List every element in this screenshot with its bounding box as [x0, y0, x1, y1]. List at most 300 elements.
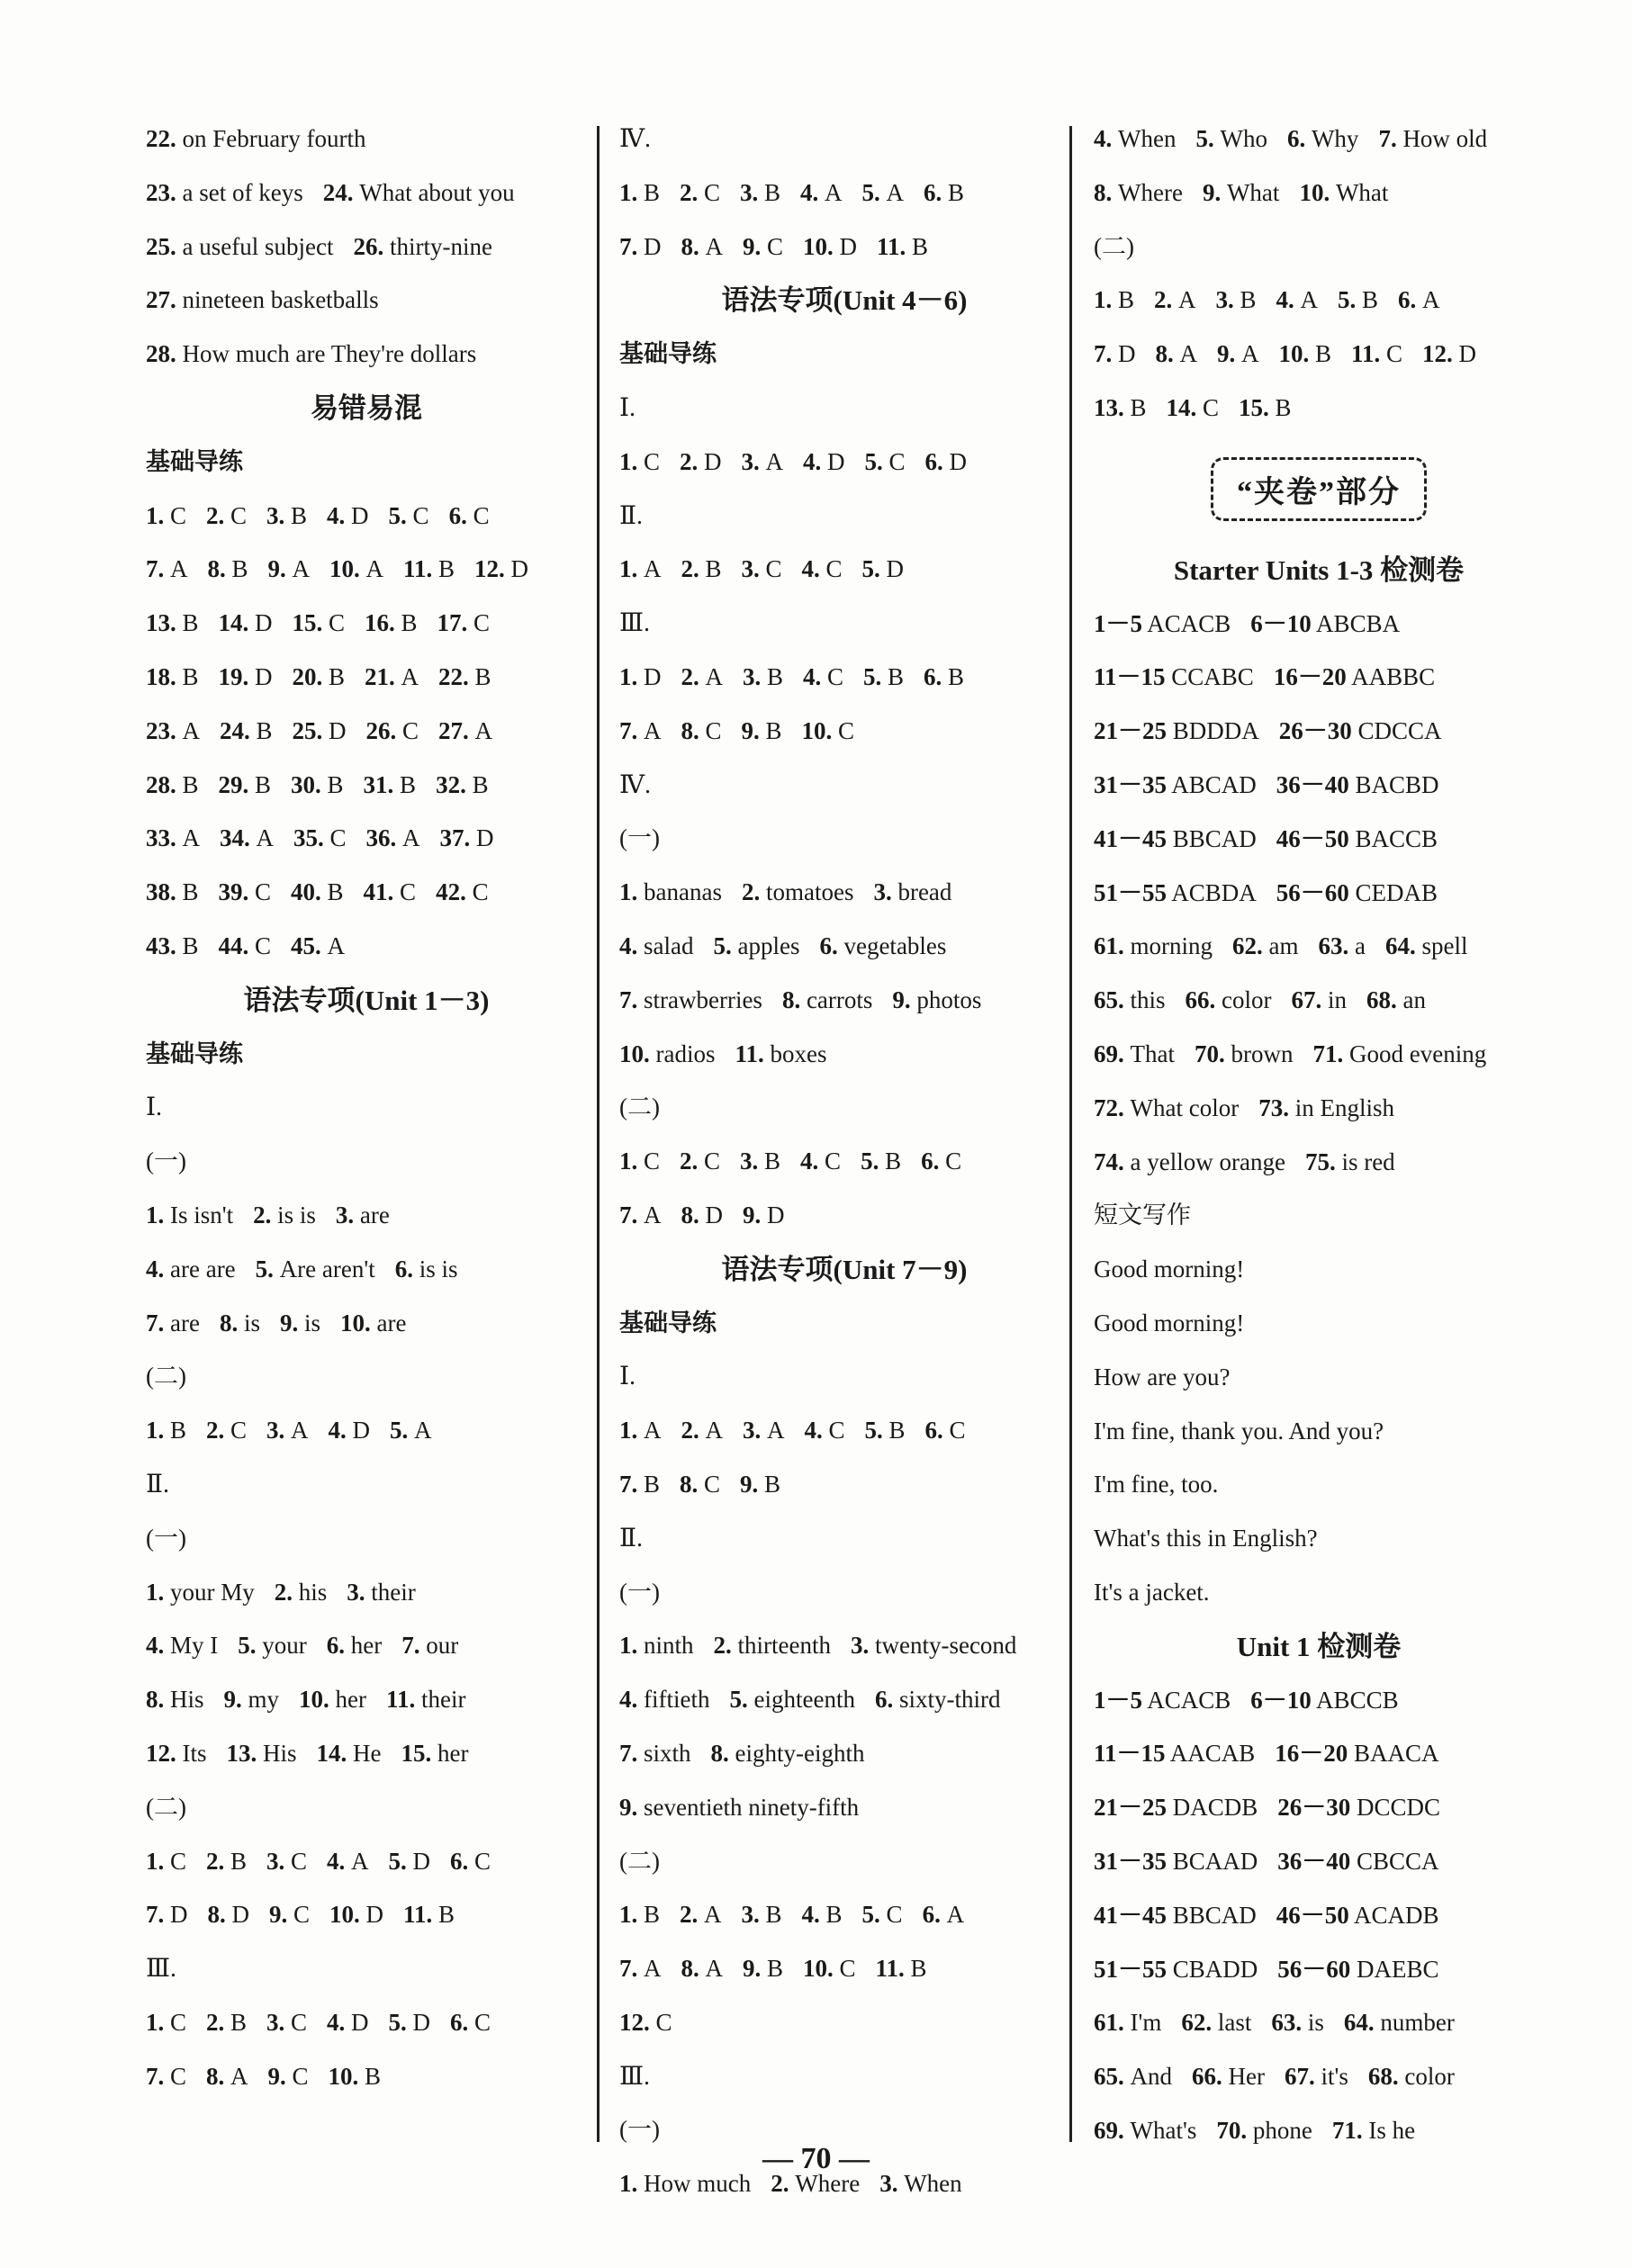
answer-item: 7. A: [619, 716, 662, 744]
answer-line: [146, 1996, 587, 2050]
answer-line: [619, 436, 1069, 490]
answer-item: 2. C: [206, 1417, 248, 1444]
answer-line: [146, 1619, 587, 1673]
answer-item: 9. photos: [892, 986, 982, 1013]
answer-item: 12. D: [1422, 340, 1477, 368]
answer-item: 4. D: [803, 447, 845, 475]
answer-line: [146, 920, 587, 974]
answer-item: How are you?: [1094, 1363, 1231, 1390]
answer-item: 1. B: [1094, 286, 1135, 314]
answer-line: [146, 866, 587, 920]
answer-item: 11. B: [875, 1955, 927, 1983]
answer-item: 72. What color: [1094, 1094, 1240, 1121]
answer-line: [619, 1996, 1069, 2050]
answer-line: [619, 1942, 1069, 1996]
answer-item: 8. His: [146, 1686, 204, 1714]
answer-item: 15. C: [292, 609, 346, 637]
answer-item: 1. C: [619, 447, 661, 475]
answer-item: 6. C: [448, 501, 490, 529]
answer-item: 9. B: [741, 716, 782, 744]
answer-item: 13. B: [146, 609, 199, 637]
answer-item: Good morning!: [1094, 1256, 1245, 1283]
answer-item: What's this in English?: [1094, 1525, 1318, 1552]
answer-item: 8. A: [681, 1955, 723, 1983]
answer-item: (一): [619, 824, 660, 852]
answer-item: 9. A: [1217, 340, 1259, 368]
answer-item: 33. A: [146, 824, 200, 852]
answer-item: 10. her: [299, 1686, 367, 1714]
answer-item: 31－35 ABCAD: [1094, 770, 1257, 798]
answer-item: 67. it's: [1284, 2063, 1348, 2091]
answer-line: [619, 1189, 1069, 1243]
answer-item: 2. D: [680, 447, 722, 475]
answer-item: 16－20 BAACA: [1275, 1740, 1439, 1768]
answer-item: 5. D: [861, 555, 905, 583]
answer-line: [619, 1727, 1069, 1781]
answer-item: 1. C: [619, 1148, 661, 1175]
answer-item: I'm fine, thank you. And you?: [1094, 1417, 1384, 1444]
answer-item: Ⅰ.: [619, 393, 636, 422]
answer-item: 2. A: [681, 662, 723, 690]
answer-line: [146, 328, 587, 382]
answer-item: (一): [146, 1524, 186, 1552]
answer-item: 1. C: [146, 2008, 187, 2036]
answer-line: [619, 1135, 1069, 1189]
answer-item: 40. B: [291, 878, 344, 906]
answer-item: 3. C: [266, 2008, 308, 2036]
answer-item: 9. C: [267, 2062, 309, 2090]
section-heading: [1094, 544, 1544, 598]
answer-item: 6－10 ABCCB: [1250, 1686, 1399, 1714]
answer-line: [146, 543, 587, 597]
answer-item: 45. A: [291, 932, 346, 959]
answer-line: [1094, 112, 1544, 166]
answer-column-3: [1094, 112, 1544, 2158]
answer-item: 6－10 ABCBA: [1250, 609, 1401, 637]
answer-item: (二): [1094, 232, 1134, 260]
answer-item: 11. their: [386, 1686, 466, 1714]
answer-item: 14. He: [316, 1739, 382, 1767]
answer-item: 7. our: [401, 1632, 459, 1660]
answer-line: [146, 705, 587, 759]
answer-item: It's a jacket.: [1094, 1578, 1210, 1606]
answer-item: 26. thirty-nine: [353, 232, 492, 260]
answer-line: [1094, 813, 1544, 867]
column-divider: [597, 126, 600, 2142]
answer-line: [146, 2050, 587, 2104]
answer-item: 73. in English: [1258, 1094, 1394, 1121]
answer-line: [1094, 274, 1544, 328]
answer-item: 69. What's: [1094, 2116, 1197, 2144]
answer-item: 1. B: [619, 1901, 661, 1929]
answer-item: 2. tomatoes: [741, 878, 854, 906]
answer-item: 43. B: [146, 932, 199, 959]
answer-line: [619, 974, 1069, 1028]
answer-item: 2. Where: [771, 2170, 861, 2198]
answer-item: 1. A: [619, 1417, 662, 1444]
answer-item: 34. A: [220, 824, 274, 852]
answer-item: 41－45 BBCAD: [1094, 1901, 1257, 1929]
answer-item: 4. D: [327, 2008, 369, 2036]
answer-item: 1. ninth: [619, 1632, 694, 1660]
answer-item: 39. C: [218, 878, 272, 906]
answer-item: 51－55 ACBDA: [1094, 878, 1257, 906]
answer-line: [146, 1781, 587, 1835]
answer-item: 4. A: [800, 178, 843, 206]
answer-line: [1094, 920, 1544, 974]
answer-line: [1094, 598, 1544, 652]
answer-item: 24. B: [220, 716, 273, 744]
answer-line: [146, 1404, 587, 1458]
answer-item: 2. B: [681, 555, 722, 583]
answer-item: 8. A: [1155, 340, 1197, 368]
answer-item: 38. B: [146, 878, 199, 906]
answer-item: 13. B: [1094, 393, 1147, 421]
answer-item: 41. C: [363, 878, 417, 906]
answer-line: [146, 1297, 587, 1351]
answer-item: 8. eighty-eighth: [710, 1739, 865, 1767]
answer-item: 4. salad: [619, 932, 694, 959]
answer-line: [619, 920, 1069, 974]
answer-item: 23. A: [146, 716, 200, 744]
answer-item: 16. B: [365, 609, 418, 637]
answer-item: 44. C: [218, 932, 272, 959]
answer-line: [619, 812, 1069, 866]
answer-item: 2. thirteenth: [713, 1632, 831, 1660]
answer-item: 71. Good evening: [1312, 1040, 1487, 1067]
answer-item: 20. B: [292, 662, 346, 690]
answer-line: [1094, 974, 1544, 1028]
answer-item: 3. B: [740, 178, 781, 206]
answer-item: 37. D: [439, 824, 494, 852]
answer-item: 4. B: [801, 1901, 843, 1929]
answer-item: 3. twenty-second: [850, 1632, 1017, 1660]
part-numeral: [619, 597, 1069, 651]
answer-item: 2. A: [680, 1901, 722, 1929]
answer-line: [1094, 1674, 1544, 1728]
answer-item: 42. C: [436, 878, 489, 906]
answer-item: 11－15 CCABC: [1094, 663, 1254, 691]
answer-item: 3. C: [266, 1847, 308, 1875]
section-heading: [146, 974, 587, 1028]
answer-item: 71. Is he: [1331, 2116, 1416, 2144]
answer-item: 36. A: [365, 824, 420, 852]
answer-item: 5. B: [1338, 286, 1379, 314]
answer-item: 7. sixth: [619, 1739, 691, 1767]
answer-line: [146, 274, 587, 328]
answer-item: 56－60 DAEBC: [1277, 1955, 1439, 1983]
answer-item: 10. are: [340, 1309, 407, 1336]
answer-item: 19. D: [218, 662, 273, 690]
answer-item: 3. A: [743, 1417, 785, 1444]
answer-item: 3. A: [266, 1417, 309, 1444]
answer-item: 3. B: [741, 1901, 782, 1929]
answer-item: 30. B: [291, 770, 344, 798]
answer-item: 16－20 AABBC: [1273, 663, 1436, 691]
answer-item: 9. B: [740, 1470, 781, 1498]
answer-item: 61. morning: [1094, 932, 1213, 960]
answer-item: 3. B: [740, 1148, 781, 1175]
answer-item: 10. A: [329, 555, 384, 583]
answer-item: 3. bread: [873, 878, 952, 906]
answer-item: 56－60 CEDAB: [1276, 878, 1438, 906]
banner-title: “夹卷”部分: [1211, 457, 1427, 521]
answer-item: 5. C: [388, 501, 429, 529]
answer-line: [146, 1350, 587, 1404]
answer-item: 63. a: [1318, 932, 1366, 960]
answer-item: 7. A: [146, 555, 188, 583]
answer-item: (二): [146, 1363, 186, 1390]
answer-item: 64. spell: [1384, 932, 1468, 960]
answer-line: [146, 651, 587, 705]
answer-line: [1094, 1566, 1544, 1620]
answer-item: 2. B: [206, 2008, 248, 2036]
answer-item: 4. C: [804, 1417, 845, 1444]
answer-item: 4. C: [801, 555, 843, 583]
answer-item: 5. C: [864, 447, 906, 475]
answer-item: 5. apples: [713, 932, 800, 959]
answer-line: [619, 651, 1069, 705]
answer-item: 1. bananas: [619, 878, 722, 906]
answer-line: [1094, 2050, 1544, 2104]
answer-line: [1094, 1943, 1544, 1997]
part-numeral: [619, 112, 1069, 166]
answer-item: (一): [619, 2116, 660, 2144]
answer-line: [1094, 1189, 1544, 1243]
answer-line: [146, 112, 587, 166]
answer-item: 4. A: [1276, 286, 1319, 314]
answer-item: 69. That: [1094, 1040, 1175, 1067]
answer-item: 41－45 BBCAD: [1094, 824, 1257, 852]
answer-item: 27. nineteen basketballs: [146, 286, 379, 314]
answer-item: 27. A: [438, 716, 493, 744]
answer-item: 3. When: [879, 2170, 962, 2198]
part-numeral: [619, 2050, 1069, 2104]
answer-item: 1. your My: [146, 1578, 255, 1606]
answer-item: 4. are are: [146, 1255, 236, 1282]
answer-item: 21. A: [365, 662, 419, 690]
answer-item: 7. B: [619, 1470, 661, 1498]
answer-line: [619, 1619, 1069, 1673]
answer-item: Unit 1 检测卷: [1236, 1630, 1402, 1662]
answer-item: 5. Who: [1195, 125, 1267, 152]
answer-item: 10. B: [328, 2062, 382, 2090]
answer-item: 6. C: [924, 1417, 966, 1444]
part-numeral: [619, 382, 1069, 436]
answer-item: 5. B: [863, 662, 905, 690]
answer-line: [619, 220, 1069, 274]
page-number: — 70 —: [762, 2142, 870, 2175]
answer-item: 6. B: [924, 178, 965, 206]
answer-line: [1094, 1889, 1544, 1943]
answer-line: [146, 1135, 587, 1189]
answer-item: 4. A: [327, 1847, 369, 1875]
answer-line: [1094, 1243, 1544, 1297]
answer-item: 6. A: [1398, 286, 1440, 314]
answer-line: [146, 1566, 587, 1620]
answer-item: (一): [146, 1148, 186, 1175]
answer-item: 62. last: [1181, 2009, 1252, 2037]
answer-line: [1094, 705, 1544, 759]
answer-item: 5. C: [861, 1901, 903, 1929]
answer-item: 66. color: [1185, 986, 1272, 1014]
section-heading: [1094, 1620, 1544, 1674]
answer-item: Ⅲ.: [619, 2062, 651, 2091]
answer-item: 1－5 ACACB: [1094, 609, 1231, 637]
answer-item: 9. D: [743, 1201, 785, 1228]
answer-item: 9. seventieth ninety-fifth: [619, 1793, 860, 1821]
answer-line: [1094, 1082, 1544, 1136]
answer-item: 5. D: [388, 1847, 431, 1875]
answer-line: [619, 705, 1069, 759]
answer-item: 2. his: [274, 1578, 328, 1606]
answer-item: 4. C: [803, 662, 844, 690]
answer-item: 74. a yellow orange: [1094, 1148, 1285, 1175]
section-heading: [619, 274, 1069, 328]
answer-item: 易错易混: [311, 392, 422, 424]
answer-line: [146, 1673, 587, 1727]
answer-item: 12. C: [619, 2008, 672, 2036]
answer-line: [619, 166, 1069, 220]
answer-item: 5. B: [864, 1417, 906, 1444]
part-numeral: [146, 1942, 587, 1996]
answer-item: 11. B: [403, 1901, 455, 1929]
answer-item: 6. A: [922, 1901, 965, 1929]
answer-item: 基础导练: [619, 340, 717, 368]
answer-item: 6. is is: [394, 1255, 458, 1282]
subsection-label: [619, 1297, 1069, 1351]
answer-item: 4. My I: [146, 1632, 219, 1660]
column-divider: [1069, 126, 1072, 2142]
answer-item: 70. phone: [1216, 2116, 1312, 2144]
answer-item: 7. strawberries: [619, 986, 762, 1013]
answer-item: 31－35 BCAAD: [1094, 1847, 1258, 1875]
answer-item: 5. Are aren't: [255, 1255, 375, 1282]
answer-item: 10. What: [1299, 178, 1389, 206]
answer-item: 7. are: [146, 1309, 200, 1336]
answer-item: Ⅳ.: [619, 125, 651, 153]
answer-item: 7. D: [619, 232, 662, 260]
answer-item: 6. C: [921, 1148, 962, 1175]
answer-item: 6. sixty-third: [874, 1686, 1001, 1714]
answer-item: 66. Her: [1192, 2063, 1265, 2091]
answer-item: 46－50 BACCB: [1276, 824, 1438, 852]
answer-line: [1094, 382, 1544, 436]
answer-item: Ⅰ.: [619, 1363, 636, 1391]
answer-item: 67. in: [1291, 986, 1348, 1014]
answer-item: 25. a useful subject: [146, 232, 334, 260]
answer-item: 4. D: [328, 1417, 371, 1444]
answer-line: [1094, 651, 1544, 705]
answer-item: 6. B: [924, 662, 965, 690]
answer-item: 2. A: [1154, 286, 1196, 314]
answer-item: 8. Where: [1094, 178, 1183, 206]
answer-item: 51－55 CBADD: [1094, 1955, 1258, 1983]
answer-item: 4. fiftieth: [619, 1686, 710, 1714]
answer-item: 21－25 DACDB: [1094, 1794, 1258, 1822]
answer-item: 9. C: [269, 1901, 311, 1929]
answer-item: 6. her: [326, 1632, 383, 1660]
answer-item: 3. B: [266, 501, 308, 529]
answer-item: 5. B: [861, 1148, 902, 1175]
answer-item: 10. D: [803, 232, 858, 260]
answer-line: [146, 490, 587, 544]
answer-item: 10. radios: [619, 1040, 716, 1067]
answer-item: 8. A: [681, 232, 723, 260]
answer-item: 5. A: [390, 1417, 432, 1444]
answer-item: Good morning!: [1094, 1309, 1245, 1336]
answer-line: [1094, 1996, 1544, 2050]
answer-item: 62. am: [1232, 932, 1299, 960]
answer-line: [619, 1028, 1069, 1082]
answer-line: [1094, 1458, 1544, 1512]
answer-line: [146, 597, 587, 651]
answer-item: 7. C: [146, 2062, 187, 2090]
answer-item: 9. my: [223, 1686, 280, 1714]
subsection-label: [619, 328, 1069, 382]
answer-item: 1. C: [146, 1847, 187, 1875]
answer-item: (二): [619, 1094, 660, 1121]
answer-item: 基础导练: [146, 1040, 243, 1067]
answer-item: 61. I'm: [1094, 2009, 1162, 2037]
answer-item: 65. And: [1094, 2063, 1172, 2091]
answer-line: [619, 1673, 1069, 1727]
answer-item: 10. D: [329, 1901, 384, 1929]
answer-line: [146, 220, 587, 274]
answer-item: 1. A: [619, 555, 662, 583]
answer-item: 语法专项(Unit 7－9): [721, 1253, 968, 1285]
answer-item: 36－40 BACBD: [1276, 770, 1439, 798]
answer-line: [619, 1081, 1069, 1135]
answer-item: 10. B: [1278, 340, 1332, 368]
answer-item: 26－30 DCCDC: [1277, 1794, 1441, 1822]
answer-line: [146, 1512, 587, 1566]
answer-line: [619, 543, 1069, 597]
answer-item: 语法专项(Unit 1－3): [243, 984, 490, 1016]
answer-line: [1094, 1781, 1544, 1835]
answer-line: [146, 1835, 587, 1889]
answer-item: Ⅱ.: [619, 1524, 644, 1552]
answer-item: 5. your: [238, 1632, 307, 1660]
answer-item: 3. A: [741, 447, 784, 475]
answer-item: 12. Its: [146, 1739, 207, 1767]
answer-item: 4. When: [1094, 125, 1177, 152]
answer-item: Ⅳ.: [619, 770, 651, 799]
answer-item: 3. B: [743, 662, 784, 690]
answer-item: 3. their: [347, 1578, 416, 1606]
answer-item: 32. B: [436, 770, 489, 798]
answer-item: 3. are: [335, 1201, 390, 1228]
answer-item: 11. B: [403, 555, 455, 583]
part-numeral: [619, 1350, 1069, 1404]
answer-line: [1094, 1297, 1544, 1351]
answer-item: 35. C: [293, 824, 347, 852]
answer-line: [146, 759, 587, 813]
answer-item: 46－50 ACADB: [1276, 1901, 1439, 1929]
answer-item: 8. D: [207, 1901, 249, 1929]
part-numeral: [146, 1458, 587, 1512]
answer-line: [1094, 328, 1544, 382]
answer-item: 7. A: [619, 1955, 662, 1983]
answer-item: 5. eighteenth: [729, 1686, 855, 1714]
answer-line: [146, 1243, 587, 1297]
answer-line: [146, 1888, 587, 1942]
answer-line: [146, 1727, 587, 1781]
answer-item: 31. B: [363, 770, 417, 798]
answer-item: 6. Why: [1286, 125, 1359, 152]
answer-item: 1. D: [619, 662, 662, 690]
answer-item: 语法专项(Unit 4－6): [721, 284, 968, 317]
